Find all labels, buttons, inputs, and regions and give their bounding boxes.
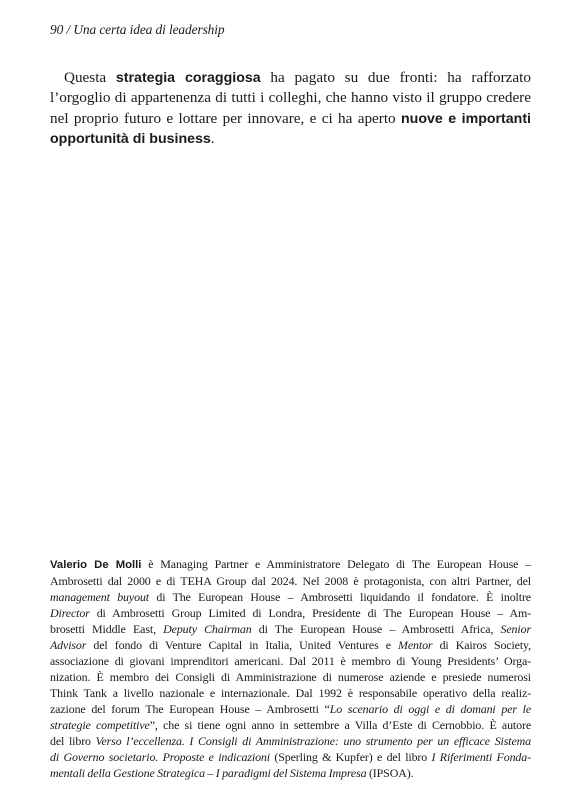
italic-segment: Mentor — [398, 638, 433, 652]
italic-segment: management buyout — [50, 590, 149, 604]
bio-line — [50, 749, 531, 765]
author-bio — [50, 556, 531, 781]
bio-line: Ambrosetti dal 2000 e di TEHA Group dal 2024. Nel 2008 è protagonista, con altri Partner, del — [50, 574, 531, 588]
bio-line — [50, 717, 531, 733]
italic-segment: Director — [50, 606, 90, 620]
bio-line: Think Tank a livello nazionale e internazionale. Dal 1992 è responsabile operativo della realiz- — [50, 686, 531, 700]
italic-segment: di Governo societario. Proposte e indicazioni — [50, 750, 270, 764]
author-name: Valerio De Molli — [50, 559, 142, 571]
text-segment: ha pagato su due fronti: ha rafforzato l’orgoglio di appartenenza di tutti i colleghi, che hanno visto il gruppo credere nel proprio futuro e lottare per innovare, e ci ha aperto — [50, 69, 531, 127]
text-segment: . — [210, 130, 215, 148]
main-paragraph — [50, 68, 531, 150]
main-text — [50, 68, 531, 150]
text-segment: del fondo di Venture Capital in Italia, United Ventures e — [86, 638, 399, 652]
running-head-separator: / — [63, 22, 74, 37]
bio-line — [50, 556, 531, 573]
italic-segment: I Riferimenti Fonda- — [431, 750, 531, 764]
italic-segment: strategie competitive — [50, 718, 150, 732]
text-segment: brosetti Middle East, — [50, 622, 164, 636]
text-segment: di Ambrosetti Group Limited di Londra, Presidente di The European House – Am- — [89, 606, 531, 620]
running-head — [50, 22, 225, 38]
bio-line — [50, 701, 531, 717]
bio-line: nization. È membro dei Consigli di Amministrazione di numerose aziende e presiede numerosi — [50, 670, 531, 684]
text-segment: Questa — [64, 69, 116, 86]
text-segment: (IPSOA). — [366, 766, 414, 780]
text-segment: è Managing Partner e Amministratore Delegato di The European House – — [141, 557, 531, 571]
text-segment: zazione del forum The European House – Ambrosetti “ — [50, 702, 330, 716]
emphasis-strategia-coraggiosa: strategia coraggiosa — [115, 70, 261, 86]
bio-line — [50, 589, 531, 605]
page-number: 90 — [50, 22, 64, 37]
text-segment: (Sperling & Kupfer) e del libro — [269, 750, 432, 764]
bio-line: associazione di giovani imprenditori americani. Dal 2011 è membro di Young Presidents’ Orga- — [50, 654, 531, 668]
bio-line — [50, 733, 531, 749]
italic-segment: Advisor — [50, 638, 87, 652]
italic-segment: Lo scenario di oggi e di domani per le — [329, 702, 531, 716]
bio-line — [50, 621, 531, 637]
text-segment: ”, che si tiene ogni anno in settembre a Villa d’Este di Cernobbio. È autore — [149, 718, 532, 732]
text-segment: di The European House – Ambrosetti Africa, — [251, 622, 501, 636]
italic-segment: mentali della Gestione Strategica – I paradigmi del Sistema Impresa — [50, 766, 367, 780]
text-segment: del libro — [50, 734, 96, 748]
emphasis-opportunita: nuove e importanti opportunità di business — [50, 110, 532, 148]
italic-segment: Senior — [500, 622, 531, 636]
text-segment: di Kairos Society, — [432, 638, 531, 652]
text-segment: di The European House – Ambrosetti liquidando il fondatore. È inoltre — [148, 590, 531, 604]
bio-line — [50, 605, 531, 621]
italic-segment: Deputy Chairman — [163, 622, 252, 636]
book-title: Una certa idea di leadership — [73, 22, 225, 37]
italic-segment: Verso l’eccellenza. I Consigli di Amministrazione: uno strumento per un efficace Sistema — [95, 734, 531, 748]
bio-line — [50, 637, 531, 653]
bio-line — [50, 765, 531, 781]
